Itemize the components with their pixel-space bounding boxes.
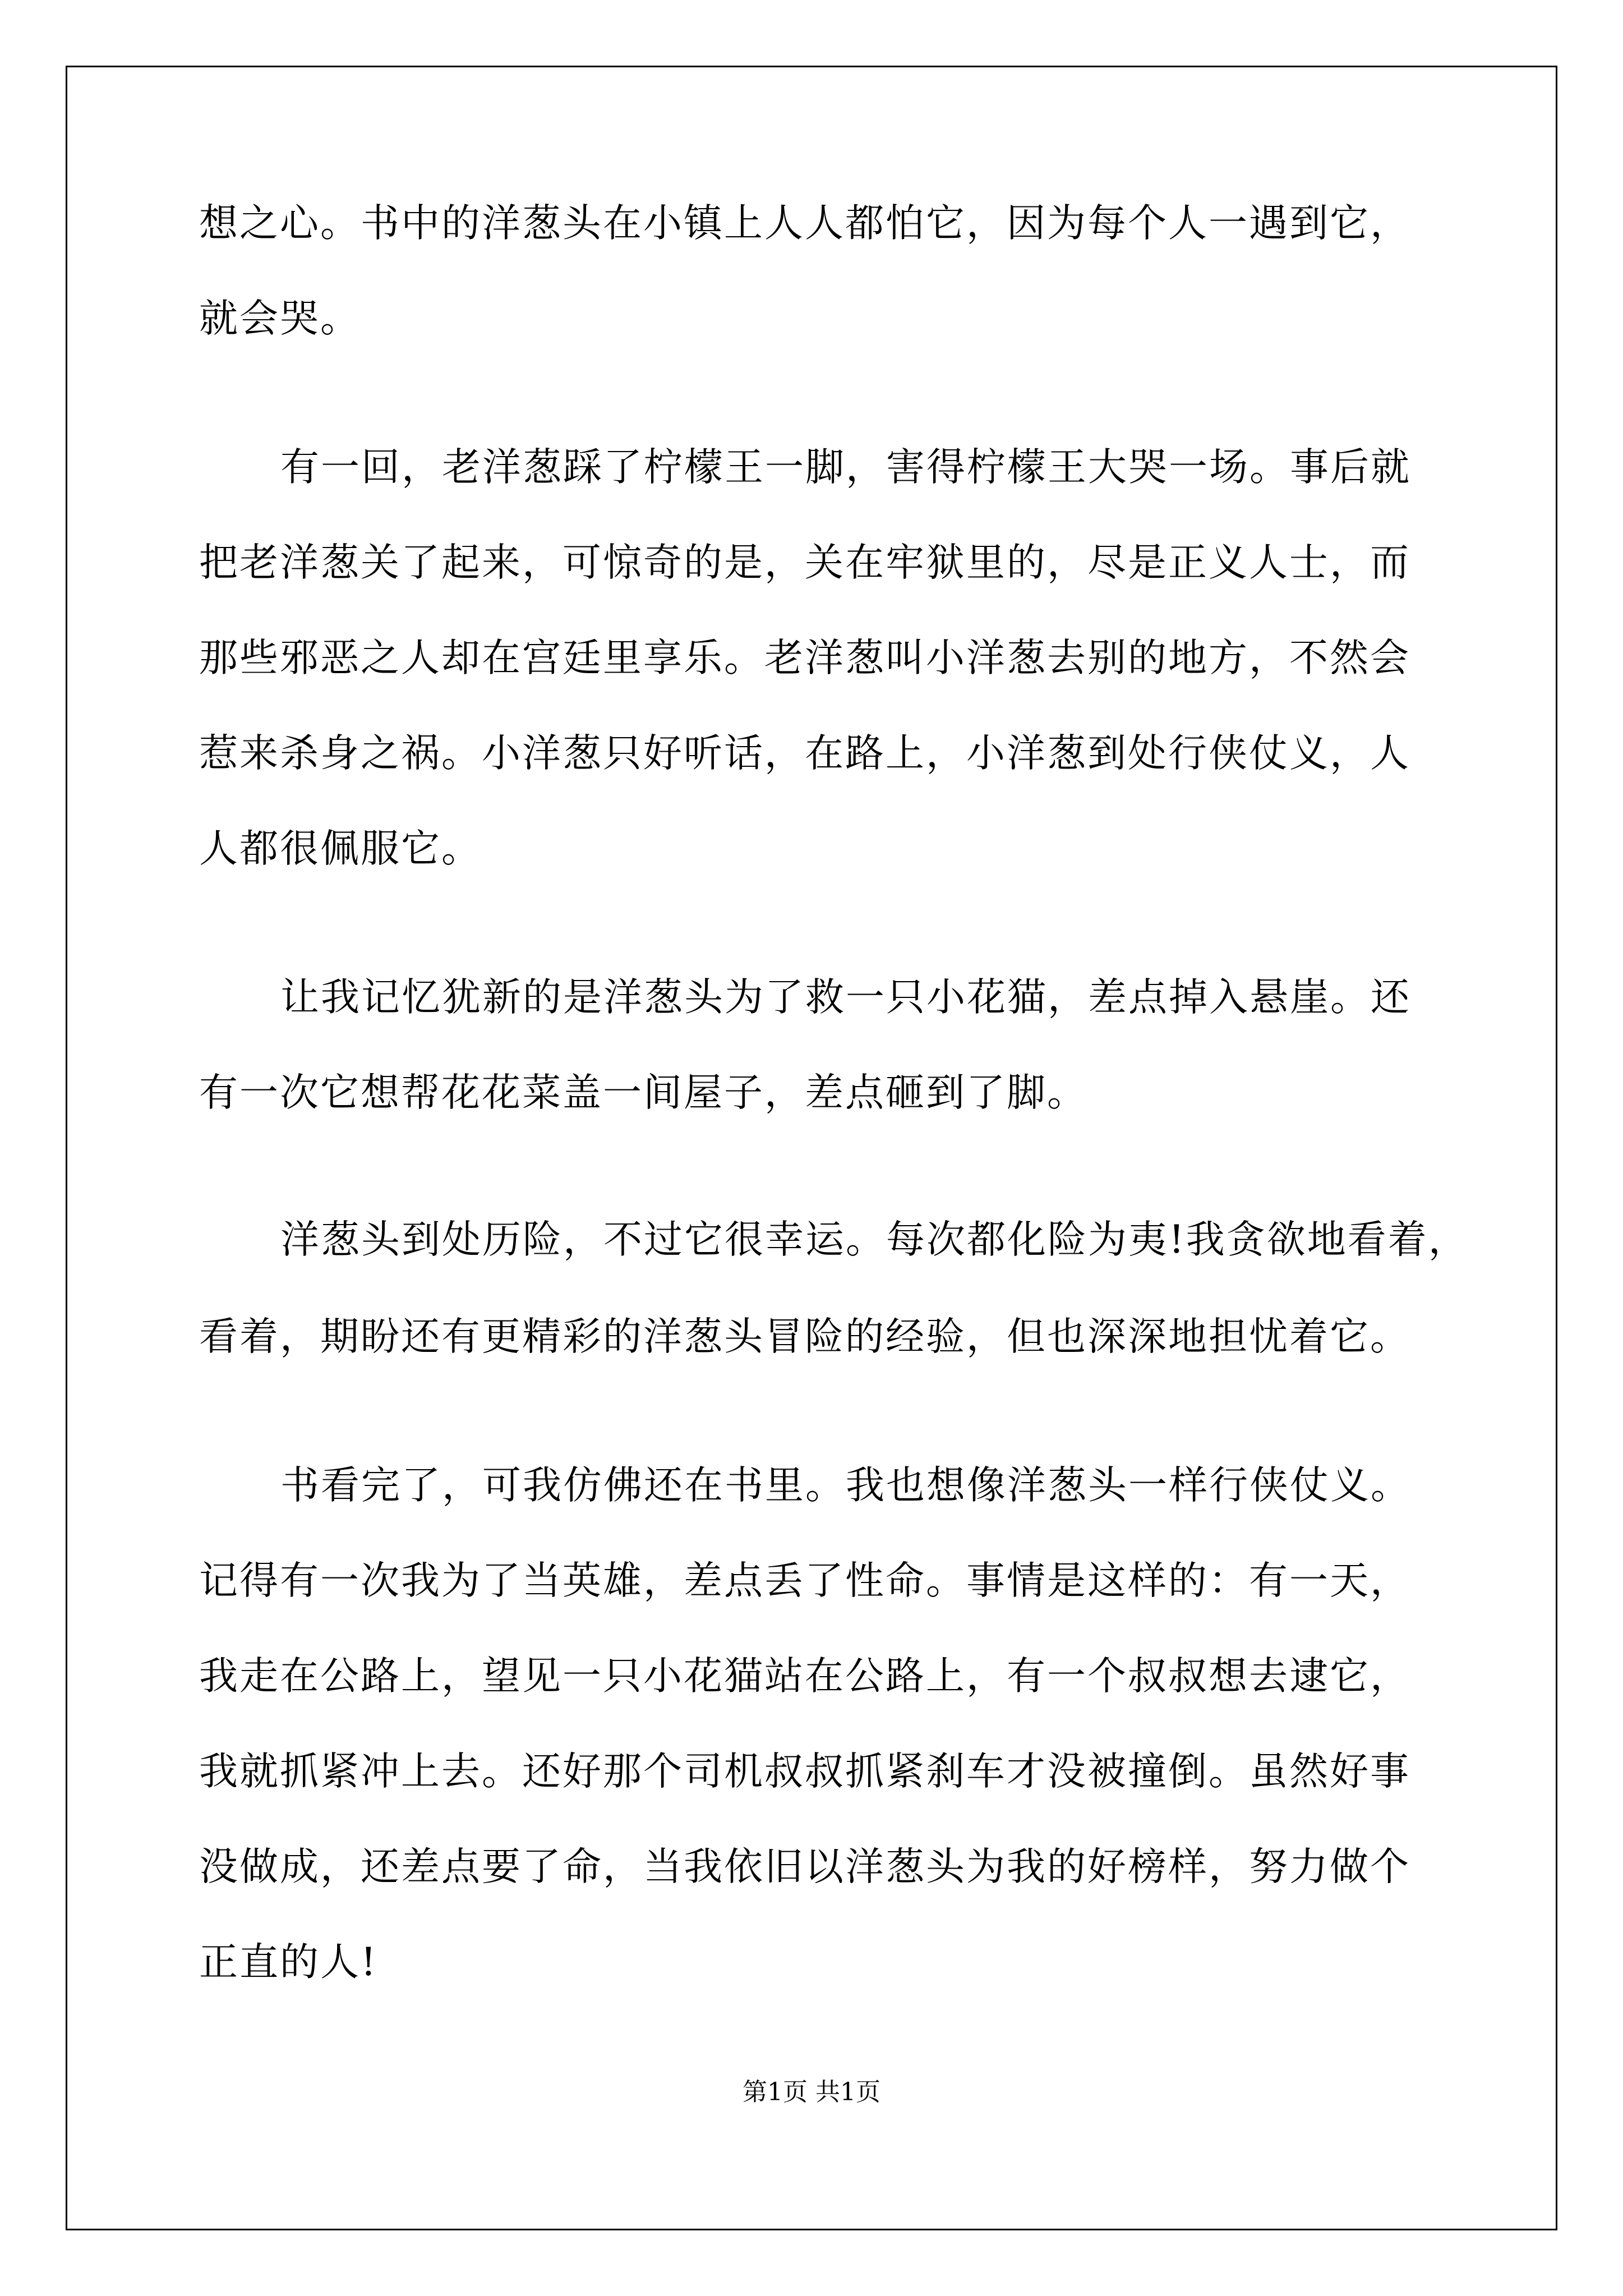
text-line: 有一回，老洋葱踩了柠檬王一脚，害得柠檬王大哭一场。事后就 <box>280 445 1411 490</box>
text-line: 就会哭。 <box>199 296 361 341</box>
text-line: 记得有一次我为了当英雄，差点丢了性命。事情是这样的：有一天， <box>199 1558 1410 1603</box>
text-line: 我就抓紧冲上去。还好那个司机叔叔抓紧刹车才没被撞倒。虽然好事 <box>199 1749 1410 1794</box>
text-line: 想之心。书中的洋葱头在小镇上人人都怕它，因为每个人一遇到它， <box>199 201 1410 246</box>
page-number: 第1页 共1页 <box>743 2078 880 2106</box>
text-line: 有一次它想帮花花菜盖一间屋子，差点砸到了脚。 <box>199 1070 1087 1115</box>
text-line: 把老洋葱关了起来，可惊奇的是，关在牢狱里的，尽是正义人士，而 <box>199 540 1410 585</box>
page-border <box>66 66 1557 2230</box>
text-line: 洋葱头到处历险，不过它很幸运。每次都化险为夷!我贪欲地看着， <box>280 1217 1469 1262</box>
text-line: 看着，期盼还有更精彩的洋葱头冒险的经验，但也深深地担忧着它。 <box>199 1314 1410 1359</box>
text-line: 我走在公路上，望见一只小花猫站在公路上，有一个叔叔想去逮它， <box>199 1654 1410 1699</box>
text-line: 书看完了，可我仿佛还在书里。我也想像洋葱头一样行侠仗义。 <box>280 1463 1411 1508</box>
text-line: 没做成，还差点要了命，当我依旧以洋葱头为我的好榜样，努力做个 <box>199 1844 1410 1889</box>
text-line: 人都很佩服它。 <box>199 826 482 871</box>
text-line: 那些邪恶之人却在宫廷里享乐。老洋葱叫小洋葱去别的地方，不然会 <box>199 636 1410 680</box>
text-line: 正直的人! <box>199 1940 378 1985</box>
text-line: 让我记忆犹新的是洋葱头为了救一只小花猫，差点掉入悬崖。还 <box>280 975 1411 1020</box>
text-line: 惹来杀身之祸。小洋葱只好听话，在路上，小洋葱到处行侠仗义，人 <box>199 731 1410 776</box>
